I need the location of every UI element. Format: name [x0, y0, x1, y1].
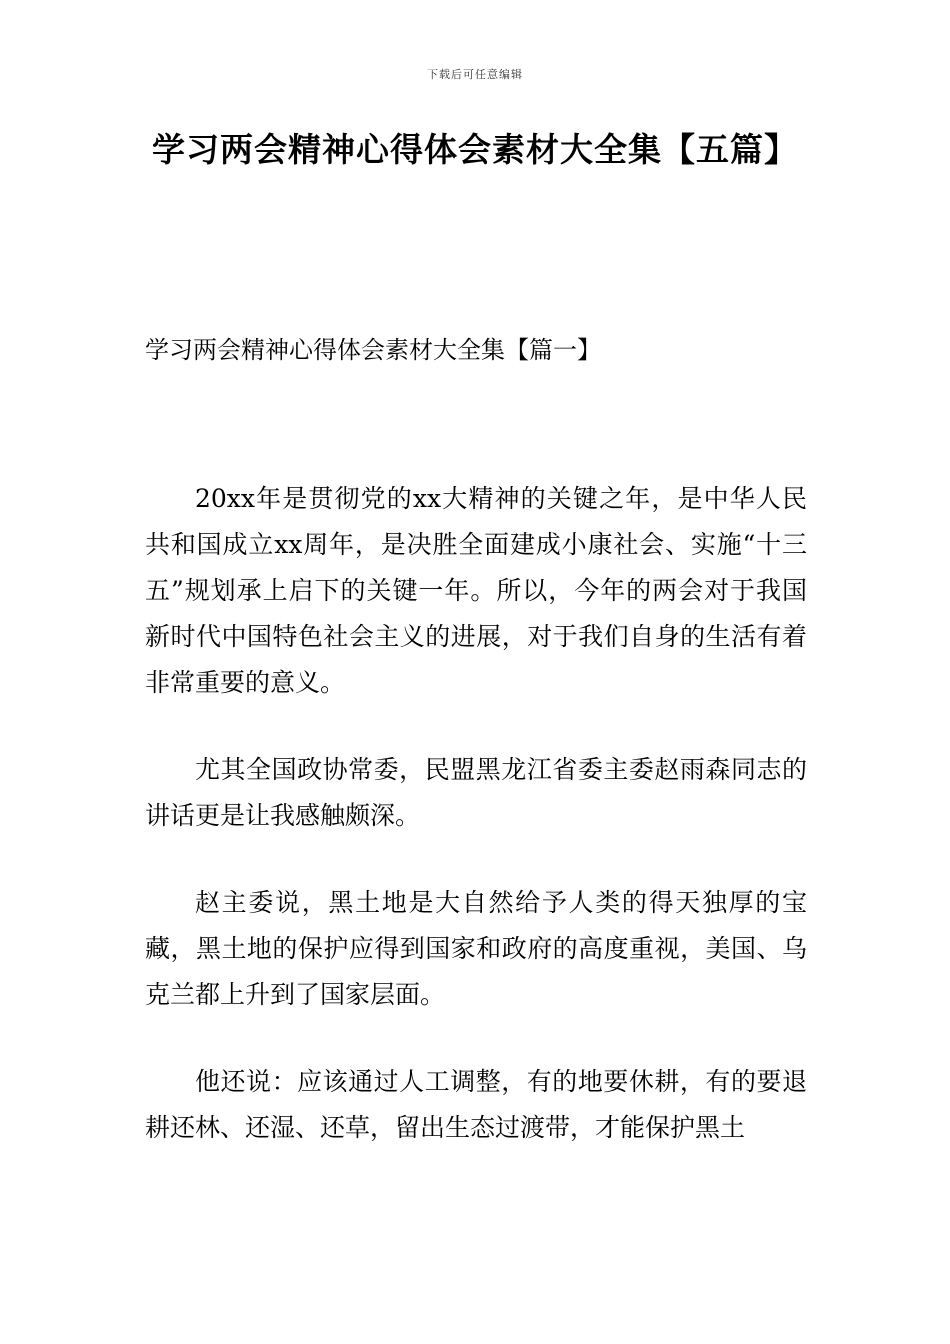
- paragraph-2: 尤其全国政协常委，民盟黑龙江省委主委赵雨森同志的讲话更是让我感触颇深。: [145, 755, 807, 830]
- section-heading: 学习两会精神心得体会素材大全集【篇一】: [145, 336, 601, 364]
- document-title: 学习两会精神心得体会素材大全集【五篇】: [152, 130, 798, 169]
- paragraph-3: 赵主委说，黑土地是大自然给予人类的得天独厚的宝藏，黑土地的保护应得到国家和政府的高度重视，美国、乌克兰都上升到了国家层面。: [145, 888, 807, 1009]
- document-body: [145, 476, 807, 1192]
- paragraph-1: 20xx年是贯彻党的xx大精神的关键之年，是中华人民共和国成立xx周年，是决胜全面建成小康社会、实施“十三五”规划承上启下的关键一年。所以，今年的两会对于我国新时代中国特色社会主义的进展，对于我们自身的生活有着非常重要的意义。: [145, 484, 807, 697]
- paragraph-4: 他还说：应该通过人工调整，有的地要休耕，有的要退耕还林、还湿、还草，留出生态过渡带，才能保护黑土: [145, 1067, 807, 1142]
- header-note: 下载后可任意编辑: [427, 68, 523, 81]
